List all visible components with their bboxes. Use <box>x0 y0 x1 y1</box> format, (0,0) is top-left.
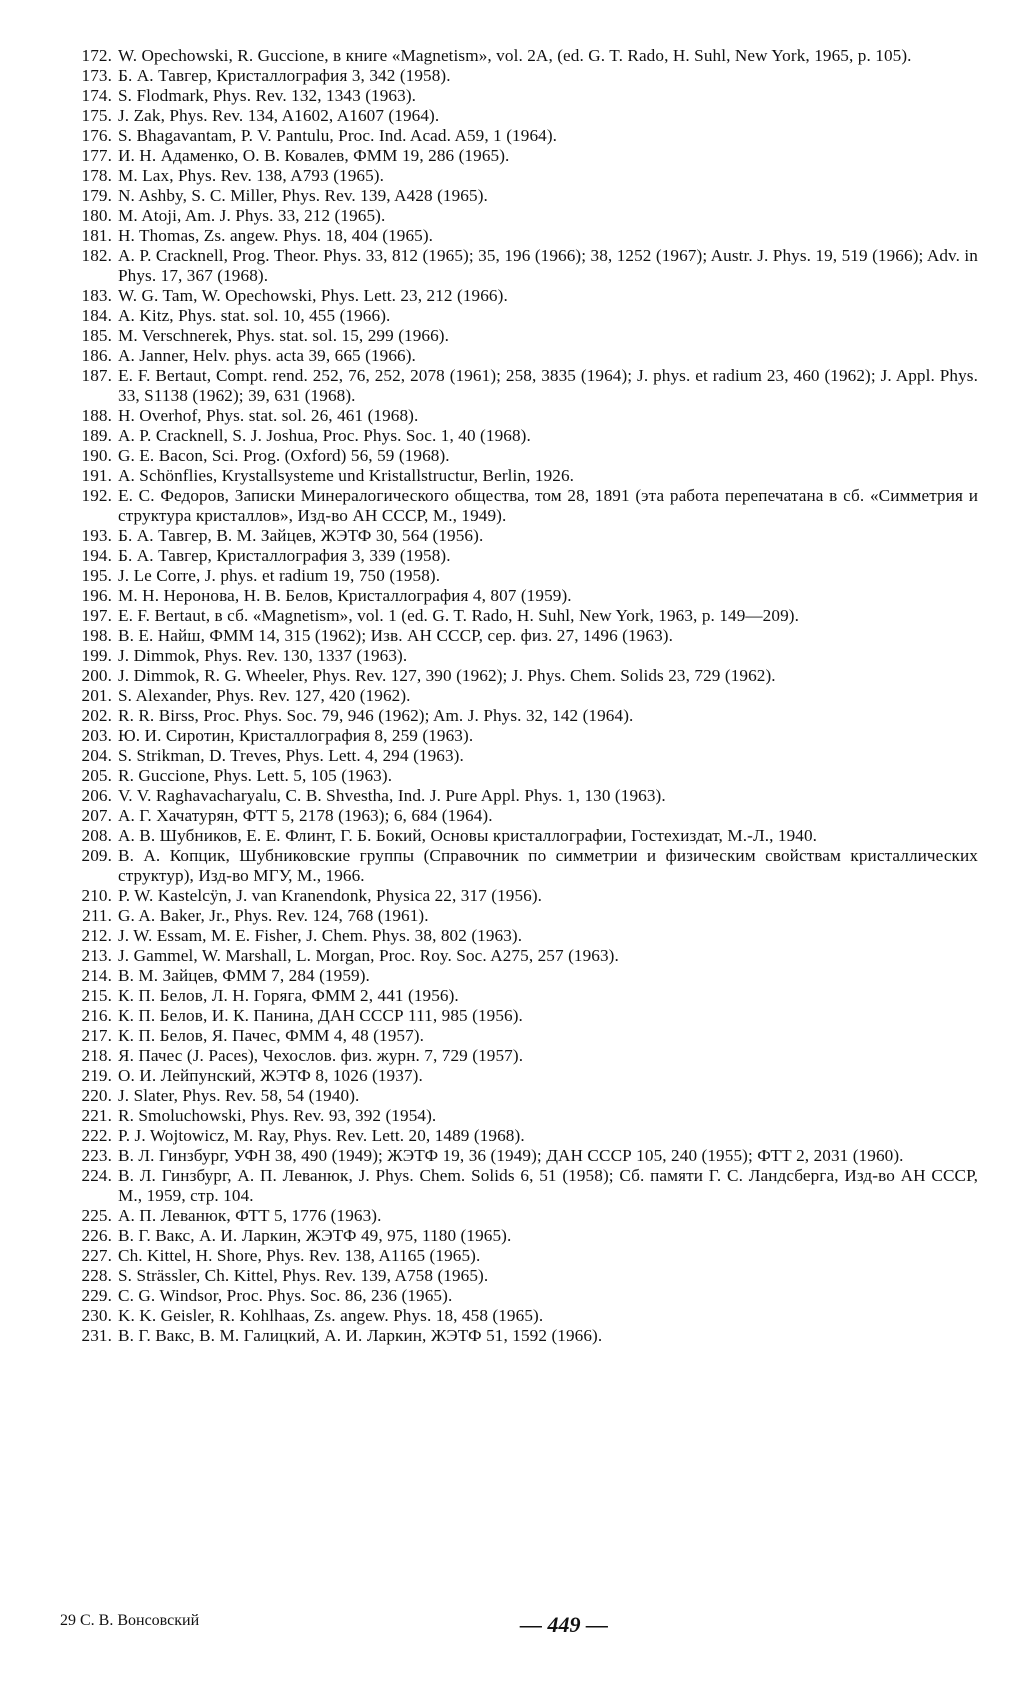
reference-item <box>58 586 978 606</box>
reference-text: В. Г. Вакс, А. И. Ларкин, ЖЭТФ 49, 975, 1180 (1965). <box>118 1226 512 1245</box>
reference-number: 224. <box>81 1166 112 1185</box>
reference-number: 211. <box>82 906 112 925</box>
reference-number: 214. <box>81 966 112 985</box>
reference-number: 201. <box>81 686 112 705</box>
reference-item <box>58 1166 978 1206</box>
reference-number: 188. <box>81 406 112 425</box>
reference-item <box>58 886 978 906</box>
reference-text: A. P. Cracknell, S. J. Joshua, Proc. Phys. Soc. 1, 40 (1968). <box>118 426 531 445</box>
reference-item <box>58 86 978 106</box>
reference-number: 220. <box>81 1086 112 1105</box>
reference-text: M. Verschnerek, Phys. stat. sol. 15, 299 (1966). <box>118 326 450 345</box>
reference-number: 196. <box>81 586 112 605</box>
reference-text: В. А. Копцик, Шубниковские группы (Справочник по симметрии и физическим свойствам кристаллических структур), Изд-во МГУ, М., 1966. <box>118 846 978 885</box>
reference-item <box>58 526 978 546</box>
reference-item <box>58 546 978 566</box>
reference-item <box>58 666 978 686</box>
reference-text: Б. А. Тавгер, Кристаллография 3, 342 (1958). <box>118 66 451 85</box>
reference-text: К. П. Белов, И. К. Панина, ДАН СССР 111, 985 (1956). <box>118 1006 523 1025</box>
reference-text: J. W. Essam, M. E. Fisher, J. Chem. Phys. 38, 802 (1963). <box>118 926 523 945</box>
reference-number: 221. <box>81 1106 112 1125</box>
reference-number: 197. <box>81 606 112 625</box>
reference-item <box>58 1286 978 1306</box>
reference-item <box>58 306 978 326</box>
reference-text: R. R. Birss, Proc. Phys. Soc. 79, 946 (1962); Am. J. Phys. 32, 142 (1964). <box>118 706 634 725</box>
reference-text: G. E. Bacon, Sci. Prog. (Oxford) 56, 59 (1968). <box>118 446 450 465</box>
reference-item <box>58 926 978 946</box>
reference-number: 230. <box>81 1306 112 1325</box>
reference-text: А. Г. Хачатурян, ФТТ 5, 2178 (1963); 6, 684 (1964). <box>118 806 493 825</box>
reference-text: Е. С. Федоров, Записки Минералогического общества, том 28, 1891 (эта работа перепечатана в сб. «Симметрия и структура кристаллов», Изд-во АН СССР, М., 1949). <box>118 486 978 525</box>
reference-number: 203. <box>81 726 112 745</box>
reference-text: H. Thomas, Zs. angew. Phys. 18, 404 (1965). <box>118 226 434 245</box>
reference-text: В. Е. Найш, ФММ 14, 315 (1962); Изв. АН СССР, сер. физ. 27, 1496 (1963). <box>118 626 673 645</box>
reference-text: W. Opechowski, R. Guccione, в книге «Magnetism», vol. 2A, (ed. G. T. Rado, H. Suhl, New York, 1965, p. 105). <box>118 46 912 65</box>
reference-text: Б. А. Тавгер, Кристаллография 3, 339 (1958). <box>118 546 451 565</box>
reference-text: J. Le Corre, J. phys. et radium 19, 750 (1958). <box>118 566 441 585</box>
reference-item <box>58 906 978 926</box>
reference-number: 189. <box>81 426 112 445</box>
reference-item <box>58 1006 978 1026</box>
reference-text: В. Л. Гинзбург, УФН 38, 490 (1949); ЖЭТФ 19, 36 (1949); ДАН СССР 105, 240 (1955); ФТТ 2, 2031 (1960). <box>118 1146 904 1165</box>
reference-text: В. Г. Вакс, В. М. Галицкий, А. И. Ларкин, ЖЭТФ 51, 1592 (1966). <box>118 1326 603 1345</box>
reference-number: 181. <box>81 226 112 245</box>
reference-item <box>58 646 978 666</box>
reference-number: 174. <box>81 86 112 105</box>
reference-item <box>58 406 978 426</box>
reference-text: J. Zak, Phys. Rev. 134, A1602, A1607 (1964). <box>118 106 440 125</box>
reference-text: К. П. Белов, Я. Пачес, ФММ 4, 48 (1957). <box>118 1026 425 1045</box>
reference-text: G. A. Baker, Jr., Phys. Rev. 124, 768 (1961). <box>118 906 429 925</box>
reference-text: S. Strässler, Ch. Kittel, Phys. Rev. 139, A758 (1965). <box>118 1266 489 1285</box>
reference-item <box>58 1146 978 1166</box>
reference-number: 215. <box>81 986 112 1005</box>
reference-number: 194. <box>81 546 112 565</box>
reference-text: Б. А. Тавгер, В. М. Зайцев, ЖЭТФ 30, 564 (1956). <box>118 526 484 545</box>
reference-item <box>58 1106 978 1126</box>
reference-number: 173. <box>81 66 112 85</box>
reference-item <box>58 1226 978 1246</box>
reference-number: 225. <box>81 1206 112 1225</box>
reference-number: 204. <box>81 746 112 765</box>
page-number: — 449 — <box>520 1612 608 1637</box>
reference-item <box>58 226 978 246</box>
reference-item <box>58 706 978 726</box>
reference-item <box>58 1046 978 1066</box>
reference-text: M. Lax, Phys. Rev. 138, A793 (1965). <box>118 166 385 185</box>
reference-text: S. Alexander, Phys. Rev. 127, 420 (1962). <box>118 686 411 705</box>
reference-item <box>58 366 978 406</box>
reference-number: 217. <box>81 1026 112 1045</box>
reference-item <box>58 686 978 706</box>
reference-text: В. М. Зайцев, ФММ 7, 284 (1959). <box>118 966 370 985</box>
reference-text: V. V. Raghavacharyalu, C. B. Shvestha, Ind. J. Pure Appl. Phys. 1, 130 (1963). <box>118 786 666 805</box>
reference-text: J. Dimmok, R. G. Wheeler, Phys. Rev. 127, 390 (1962); J. Phys. Chem. Solids 23, 729 (1962). <box>118 666 776 685</box>
reference-item <box>58 146 978 166</box>
reference-item <box>58 66 978 86</box>
reference-number: 191. <box>81 466 112 485</box>
reference-item <box>58 946 978 966</box>
reference-item <box>58 166 978 186</box>
reference-text: N. Ashby, S. C. Miller, Phys. Rev. 139, A428 (1965). <box>118 186 488 205</box>
reference-item <box>58 186 978 206</box>
reference-text: М. Н. Неронова, Н. В. Белов, Кристаллография 4, 807 (1959). <box>118 586 572 605</box>
reference-text: J. Slater, Phys. Rev. 58, 54 (1940). <box>118 1086 360 1105</box>
reference-text: S. Bhagavantam, P. V. Pantulu, Proc. Ind. Acad. A59, 1 (1964). <box>118 126 558 145</box>
reference-number: 195. <box>81 566 112 585</box>
reference-item <box>58 1266 978 1286</box>
reference-number: 209. <box>81 846 112 865</box>
reference-item <box>58 846 978 886</box>
reference-text: В. Л. Гинзбург, А. П. Леванюк, J. Phys. Chem. Solids 6, 51 (1958); Сб. памяти Г. С. Ландсберга, Изд-во АН СССР, М., 1959, стр. 104. <box>118 1166 978 1205</box>
reference-item <box>58 126 978 146</box>
reference-number: 226. <box>81 1226 112 1245</box>
reference-item <box>58 1066 978 1086</box>
reference-text: О. И. Лейпунский, ЖЭТФ 8, 1026 (1937). <box>118 1066 423 1085</box>
reference-number: 208. <box>81 826 112 845</box>
reference-item <box>58 786 978 806</box>
reference-number: 178. <box>81 166 112 185</box>
reference-text: E. F. Bertaut, Compt. rend. 252, 76, 252, 2078 (1961); 258, 3835 (1964); J. phys. et radium 23, 460 (1962); J. Appl. Phys. 33, S1138 (1962); 39, 631 (1968). <box>118 366 978 405</box>
reference-number: 183. <box>81 286 112 305</box>
reference-item <box>58 826 978 846</box>
reference-item <box>58 1086 978 1106</box>
reference-number: 229. <box>81 1286 112 1305</box>
reference-text: A. P. Cracknell, Prog. Theor. Phys. 33, 812 (1965); 35, 196 (1966); 38, 1252 (1967); Austr. J. Phys. 19, 519 (1966); Adv. in Phys. 17, 367 (1968). <box>118 246 978 285</box>
reference-text: Ю. И. Сиротин, Кристаллография 8, 259 (1963). <box>118 726 474 745</box>
page-footer <box>60 1612 960 1642</box>
reference-number: 222. <box>81 1126 112 1145</box>
reference-text: A. Schönflies, Krystallsysteme und Kristallstructur, Berlin, 1926. <box>118 466 575 485</box>
reference-text: S. Strikman, D. Treves, Phys. Lett. 4, 294 (1963). <box>118 746 464 765</box>
reference-text: А. В. Шубников, Е. Е. Флинт, Г. Б. Бокий, Основы кристаллографии, Гостехиздат, М.-Л., 1940. <box>118 826 818 845</box>
reference-text: P. W. Kastelcÿn, J. van Kranendonk, Physica 22, 317 (1956). <box>118 886 543 905</box>
reference-item <box>58 486 978 526</box>
reference-text: A. Janner, Helv. phys. acta 39, 665 (1966). <box>118 346 416 365</box>
reference-item <box>58 606 978 626</box>
reference-text: E. F. Bertaut, в сб. «Magnetism», vol. 1 (ed. G. T. Rado, H. Suhl, New York, 1963, p. 149—209). <box>118 606 799 625</box>
reference-item <box>58 1026 978 1046</box>
reference-item <box>58 466 978 486</box>
reference-item <box>58 326 978 346</box>
reference-item <box>58 106 978 126</box>
reference-text: J. Gammel, W. Marshall, L. Morgan, Proc. Roy. Soc. A275, 257 (1963). <box>118 946 619 965</box>
reference-number: 175. <box>81 106 112 125</box>
reference-number: 199. <box>81 646 112 665</box>
reference-text: A. Kitz, Phys. stat. sol. 10, 455 (1966). <box>118 306 391 325</box>
reference-number: 200. <box>81 666 112 685</box>
reference-list <box>58 46 978 1346</box>
reference-text: K. K. Geisler, R. Kohlhaas, Zs. angew. Phys. 18, 458 (1965). <box>118 1306 544 1325</box>
reference-number: 187. <box>81 366 112 385</box>
reference-number: 227. <box>81 1246 112 1265</box>
reference-number: 219. <box>81 1066 112 1085</box>
reference-number: 210. <box>81 886 112 905</box>
reference-text: P. J. Wojtowicz, M. Ray, Phys. Rev. Lett. 20, 1489 (1968). <box>118 1126 525 1145</box>
reference-text: W. G. Tam, W. Opechowski, Phys. Lett. 23, 212 (1966). <box>118 286 508 305</box>
reference-text: R. Smoluchowski, Phys. Rev. 93, 392 (1954). <box>118 1106 437 1125</box>
reference-item <box>58 1206 978 1226</box>
signature-mark: 29 С. В. Вонсовский <box>60 1612 200 1629</box>
reference-item <box>58 346 978 366</box>
reference-text: C. G. Windsor, Proc. Phys. Soc. 86, 236 (1965). <box>118 1286 453 1305</box>
reference-number: 207. <box>81 806 112 825</box>
reference-item <box>58 1246 978 1266</box>
reference-number: 180. <box>81 206 112 225</box>
reference-number: 172. <box>81 46 112 65</box>
reference-item <box>58 746 978 766</box>
reference-item <box>58 766 978 786</box>
reference-number: 185. <box>81 326 112 345</box>
reference-item <box>58 626 978 646</box>
reference-number: 228. <box>81 1266 112 1285</box>
reference-item <box>58 1326 978 1346</box>
reference-item <box>58 246 978 286</box>
reference-number: 216. <box>81 1006 112 1025</box>
reference-text: S. Flodmark, Phys. Rev. 132, 1343 (1963). <box>118 86 417 105</box>
reference-number: 223. <box>81 1146 112 1165</box>
reference-number: 212. <box>81 926 112 945</box>
reference-item <box>58 966 978 986</box>
reference-number: 213. <box>81 946 112 965</box>
reference-number: 198. <box>81 626 112 645</box>
reference-item <box>58 1126 978 1146</box>
reference-item <box>58 986 978 1006</box>
reference-item <box>58 46 978 66</box>
reference-number: 218. <box>81 1046 112 1065</box>
reference-item <box>58 426 978 446</box>
reference-text: M. Atoji, Am. J. Phys. 33, 212 (1965). <box>118 206 386 225</box>
reference-number: 177. <box>81 146 112 165</box>
reference-text: H. Overhof, Phys. stat. sol. 26, 461 (1968). <box>118 406 419 425</box>
reference-item <box>58 1306 978 1326</box>
reference-number: 231. <box>81 1326 112 1345</box>
reference-number: 192. <box>81 486 112 505</box>
reference-number: 190. <box>81 446 112 465</box>
reference-item <box>58 446 978 466</box>
reference-number: 205. <box>81 766 112 785</box>
reference-item <box>58 806 978 826</box>
reference-text: А. П. Леванюк, ФТТ 5, 1776 (1963). <box>118 1206 382 1225</box>
reference-text: К. П. Белов, Л. Н. Горяга, ФММ 2, 441 (1956). <box>118 986 459 1005</box>
reference-number: 176. <box>81 126 112 145</box>
reference-text: R. Guccione, Phys. Lett. 5, 105 (1963). <box>118 766 393 785</box>
reference-number: 193. <box>81 526 112 545</box>
reference-text: И. Н. Адаменко, О. В. Ковалев, ФММ 19, 286 (1965). <box>118 146 510 165</box>
reference-number: 186. <box>81 346 112 365</box>
reference-number: 184. <box>81 306 112 325</box>
reference-item <box>58 726 978 746</box>
reference-number: 179. <box>81 186 112 205</box>
reference-number: 206. <box>81 786 112 805</box>
reference-text: Ch. Kittel, H. Shore, Phys. Rev. 138, A1165 (1965). <box>118 1246 481 1265</box>
reference-item <box>58 286 978 306</box>
reference-text: Я. Пачес (J. Paces), Чехослов. физ. журн. 7, 729 (1957). <box>118 1046 524 1065</box>
reference-number: 202. <box>81 706 112 725</box>
reference-item <box>58 206 978 226</box>
reference-number: 182. <box>81 246 112 265</box>
reference-text: J. Dimmok, Phys. Rev. 130, 1337 (1963). <box>118 646 408 665</box>
reference-item <box>58 566 978 586</box>
